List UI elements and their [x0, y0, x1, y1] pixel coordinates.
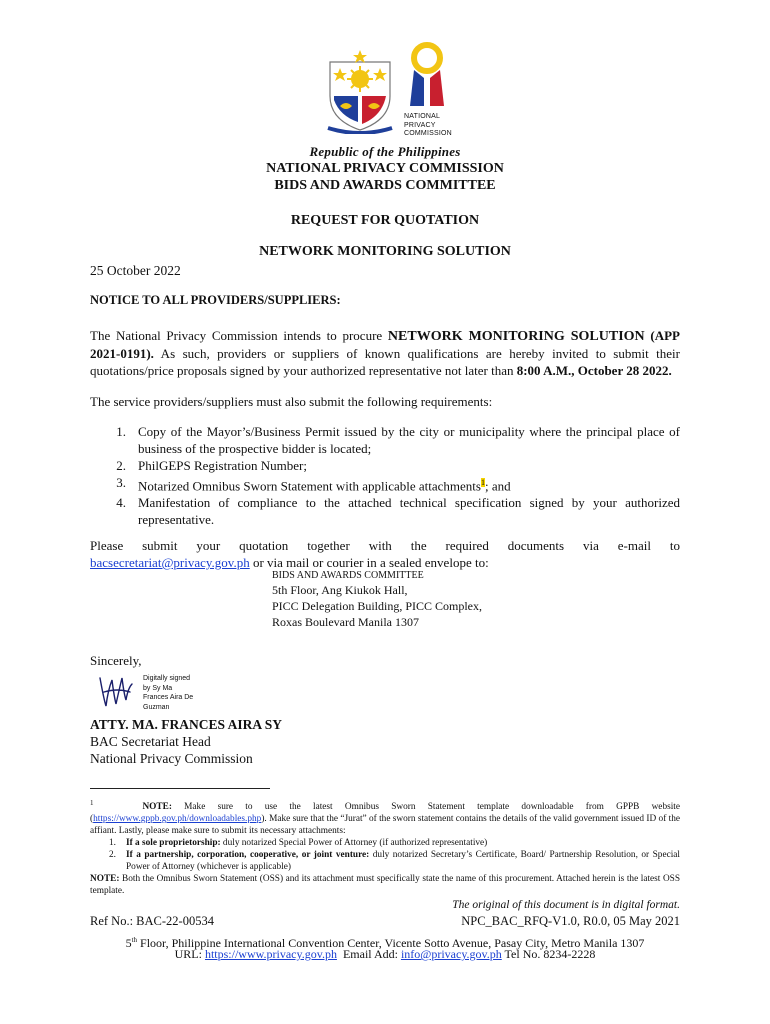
list-item-number: 3. — [116, 475, 126, 490]
footnote-note-2 — [90, 873, 680, 897]
document-type: REQUEST FOR QUOTATION — [290, 213, 480, 228]
list-item-tail: ; and — [484, 478, 511, 494]
reference-number: Ref No.: BAC-22-00534 — [90, 914, 214, 928]
footnote-mark: 1 — [90, 799, 94, 807]
list-item-number: 1. — [116, 424, 126, 439]
submission-text-b: or via mail or courier in a sealed envelope to: — [249, 555, 489, 570]
digital-stamp-line-1: Digitally signed — [143, 675, 191, 682]
list-item — [90, 474, 680, 494]
signatory-block — [90, 716, 282, 767]
npc-logo — [400, 40, 460, 140]
intro-paragraph — [90, 327, 680, 379]
address-line-4: Roxas Boulevard Manila 1307 — [272, 615, 419, 629]
requirements-intro: The service providers/suppliers must also submit the following requirements: — [90, 394, 493, 409]
footnote-separator — [90, 788, 270, 789]
document-date: 25 October 2022 — [90, 263, 181, 278]
digital-stamp-line-3: Frances Aira De — [143, 694, 194, 702]
list-item — [90, 849, 680, 873]
npc-logo-text: NATIONAL PRIVACY COMMISSION — [404, 113, 452, 137]
list-item-text: Notarized Omnibus Sworn Statement with applicable attachments — [138, 478, 481, 494]
mailing-address — [272, 569, 482, 630]
footnote-text-a: Make sure to use the latest Omnibus Sworn Statement template downloadable from GPPB website ( — [90, 802, 680, 825]
agency-name: NATIONAL PRIVACY COMMISSION — [266, 161, 504, 176]
list-item — [90, 494, 680, 528]
footer-address-text: Floor, Philippine International Convention Center, Vicente Sotto Avenue, Pasay City, Metro Manila 1307 — [137, 936, 645, 950]
address-line-2: 5th Floor, Ang Kiukok Hall, — [272, 583, 408, 597]
closing: Sincerely, — [90, 653, 142, 668]
deadline: 8:00 A.M., October 28 2022. — [516, 363, 672, 378]
signatory-office: National Privacy Commission — [90, 751, 253, 766]
list-item-text: Copy of the Mayor’s/Business Permit issued by the city or municipality where the principal place of business of the prospective bidder is located; — [138, 424, 680, 456]
info-email-link[interactable]: info@privacy.gov.ph — [400, 947, 502, 961]
list-item-label: If a sole proprietorship: — [126, 838, 221, 849]
document-subject: NETWORK MONITORING SOLUTION — [259, 244, 511, 259]
footer-address-sup: th — [131, 936, 138, 944]
submission-text-a: Please submit your quotation together with the required documents via e-mail to — [90, 538, 680, 553]
digital-signature-stamp — [143, 674, 193, 712]
digital-stamp-line-4: Guzman — [143, 703, 170, 711]
philippine-seal-icon — [320, 48, 400, 134]
list-item-text: duly notarized Special Power of Attorney (if authorized representative) — [220, 838, 488, 849]
footer-email-label: Email Add: — [336, 947, 401, 961]
list-item-number: 2. — [116, 458, 126, 473]
digital-stamp-line-2: by Sy Ma — [143, 684, 173, 692]
list-item-number: 2. — [109, 850, 116, 861]
requirements-list — [90, 423, 680, 528]
footer-tel: Tel No. 8234-2228 — [501, 947, 596, 961]
gppb-link[interactable]: https://www.gppb.gov.ph/downloadables.php — [93, 814, 262, 825]
signatory-name: ATTY. MA. FRANCES AIRA SY — [90, 717, 283, 732]
form-code: NPC_BAC_RFQ-V1.0, R0.0, 05 May 2021 — [461, 914, 680, 928]
intro-project: NETWORK MONITORING SOLUTION — [387, 329, 645, 344]
footer-url-label: URL: — [174, 947, 205, 961]
list-item-text: PhilGEPS Registration Number; — [138, 458, 307, 473]
footer-address-num: 5 — [125, 936, 132, 950]
intro-app: (APP 2021-0191). — [90, 328, 680, 361]
website-link[interactable]: https://www.privacy.gov.ph — [204, 947, 337, 961]
footnote-note-2-text: Both the Omnibus Sworn Statement (OSS) and its attachment must specifically state the name of this procurement. Attached herein is the latest OSS template. — [90, 874, 680, 897]
signatory-position: BAC Secretariat Head — [90, 734, 211, 749]
list-item-number: 1. — [109, 838, 116, 849]
intro-text-a: The National Privacy Commission intends to procure — [90, 328, 388, 343]
address-line-1: BIDS AND AWARDS COMMITTEE — [272, 570, 424, 581]
submission-paragraph — [90, 537, 680, 571]
intro-text-b: As such, providers or suppliers of known qualifications are hereby invited to submit their quotations/price proposals signed by your authorized representative not later than — [90, 346, 680, 378]
philippine-seal — [320, 48, 400, 134]
handwritten-signature — [94, 670, 136, 712]
list-item — [90, 837, 680, 849]
npc-keyhole-logo-icon — [404, 40, 450, 112]
bac-email-link[interactable]: bacsecretariat@privacy.gov.ph — [90, 555, 250, 570]
notice-heading: NOTICE TO ALL PROVIDERS/SUPPLIERS: — [90, 293, 341, 307]
footnote-note-label: NOTE: — [142, 802, 172, 813]
list-item-text: Manifestation of compliance to the attached technical specification signed by your authorized representative. — [138, 495, 680, 528]
footnote-note-2-label: NOTE: — [90, 874, 120, 885]
address-line-3: PICC Delegation Building, PICC Complex, — [272, 599, 483, 613]
list-item-label: If a partnership, corporation, cooperative, or joint venture: — [126, 850, 370, 861]
list-item-number: 4. — [116, 495, 126, 511]
footer-contact — [0, 947, 770, 962]
digital-format-note: The original of this document is in digital format. — [452, 899, 680, 911]
footnote — [90, 797, 680, 897]
footnote-text-b: ). Make sure that the “Jurat” of the sworn statement contains the details of the valid government issued ID of the affiant. Lastly, please make sure to submit its necessary attachments: — [90, 814, 680, 837]
footnote-paragraph — [90, 797, 680, 837]
list-item — [90, 457, 680, 474]
committee-name: BIDS AND AWARDS COMMITTEE — [274, 178, 496, 193]
republic-line: Republic of the Philippines — [309, 144, 461, 159]
list-item — [90, 423, 680, 457]
list-item-text: duly notarized Secretary’s Certificate, Board/ Partnership Resolution, or Special Power of Attorney (whichever is applicable) — [126, 850, 680, 873]
signature-icon — [94, 670, 136, 712]
footnote-reference[interactable]: 1 — [480, 478, 485, 487]
